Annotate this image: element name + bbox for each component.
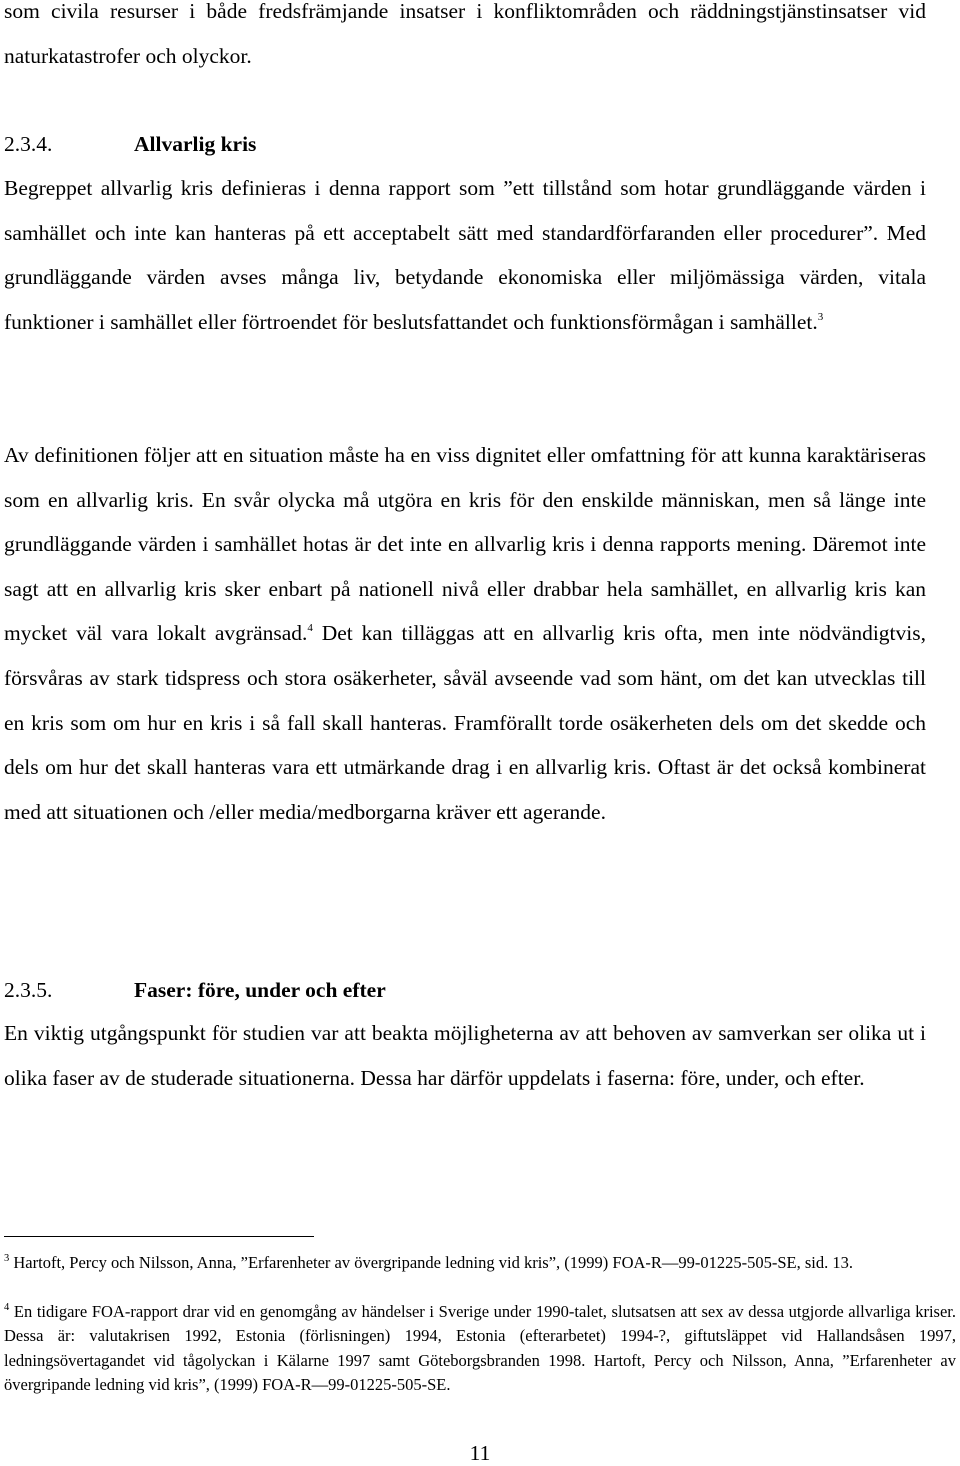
- intro-paragraph: [4, 0, 926, 78]
- footnote-text: Hartoft, Percy och Nilsson, Anna, ”Erfarenheter av övergripande ledning vid kris”, (1999) FOA-R—99-01225-505-SE, sid. 13.: [9, 1253, 854, 1272]
- section-title: Faser: före, under och efter: [134, 978, 386, 1002]
- paragraph-text: Av definitionen följer att en situation måste ha en viss dignitet eller omfattning för att kunna karaktäriseras som en allvarlig kris. En svår olycka må utgöra en kris för den enskilde människan, men så länge inte grundläggande värden i samhället hotas är det inte en allvarlig kris i denna rapports mening. Däremot inte sagt att en allvarlig kris sker enbart på nationell nivå eller drabbar hela samhället, en allvarlig kris kan mycket väl vara lokalt avgränsad.: [4, 443, 926, 646]
- section-heading-2-3-4: [4, 122, 904, 167]
- footnote-reference-3: 3: [817, 310, 824, 323]
- section-number: 2.3.5.: [4, 978, 53, 1002]
- intro-text: som civila resurser i både fredsfrämjande insatser i konfliktområden och räddningstjänstinsatser vid naturkatastrofer och olyckor.: [4, 0, 926, 68]
- section-heading-2-3-5: [4, 968, 904, 1013]
- section-2-3-4-paragraph-2: [4, 433, 926, 834]
- footnote-number: 4: [4, 1302, 10, 1313]
- footnote-number: 3: [4, 1253, 10, 1264]
- paragraph-text: En viktig utgångspunkt för studien var att beakta möjligheterna av att behoven av samverkan ser olika ut i olika faser av de studerade situationerna. Dessa har därför uppdelats i faserna: före, under, och efter.: [4, 1021, 926, 1090]
- section-number: 2.3.4.: [4, 132, 53, 156]
- page-number: 11: [469, 1441, 491, 1465]
- footnote-4: [4, 1300, 956, 1397]
- section-2-3-5-paragraph-1: [4, 1011, 926, 1100]
- footnote-3: [4, 1251, 956, 1275]
- section-title: Allvarlig kris: [134, 132, 257, 156]
- footnote-separator: [4, 1236, 314, 1237]
- section-2-3-4-paragraph-1: [4, 166, 926, 344]
- footnote-reference-4: 4: [307, 622, 313, 635]
- paragraph-text: Begreppet allvarlig kris definieras i denna rapport som ”ett tillstånd som hotar grundläggande värden i samhället och inte kan hanteras på ett acceptabelt sätt med standardförfaranden eller procedurer”. Med grundläggande värden avses många liv, betydande ekonomiska eller miljömässiga värden, vitala funktioner i samhället eller förtroendet för beslutsfattandet och funktionsförmågan i samhället.: [4, 176, 926, 334]
- footnote-text: En tidigare FOA-rapport drar vid en genomgång av händelser i Sverige under 1990-talet, slutsatsen att sex av dessa utgjorde allvarliga kriser. Dessa är: valutakrisen 1992, Estonia (förlisningen) 1994, Estonia (efterarbetet) 1994-?, giftutsläppet vid Hallandsåsen 1997, ledningsövertagandet vid tågolyckan i Kälarne 1997 samt Göteborgsbranden 1998. Hartoft, Percy och Nilsson, Anna, ”Erfarenheter av övergripande ledning vid kris”, (1999) FOA-R—99-01225-505-SE.: [4, 1302, 956, 1394]
- paragraph-text-continued: Det kan tilläggas att en allvarlig kris ofta, men inte nödvändigtvis, försvåras av stark tidspress och stora osäkerheter, såväl avseende vad som hänt, om det kan utvecklas till en kris som om hur en kris i så fall skall hanteras. Framförallt torde osäkerheten dels om det skedde och dels om hur det skall hanteras vara ett utmärkande drag i en allvarlig kris. Oftast är det också kombinerat med att situationen och /eller media/medborgarna kräver ett agerande.: [4, 621, 926, 824]
